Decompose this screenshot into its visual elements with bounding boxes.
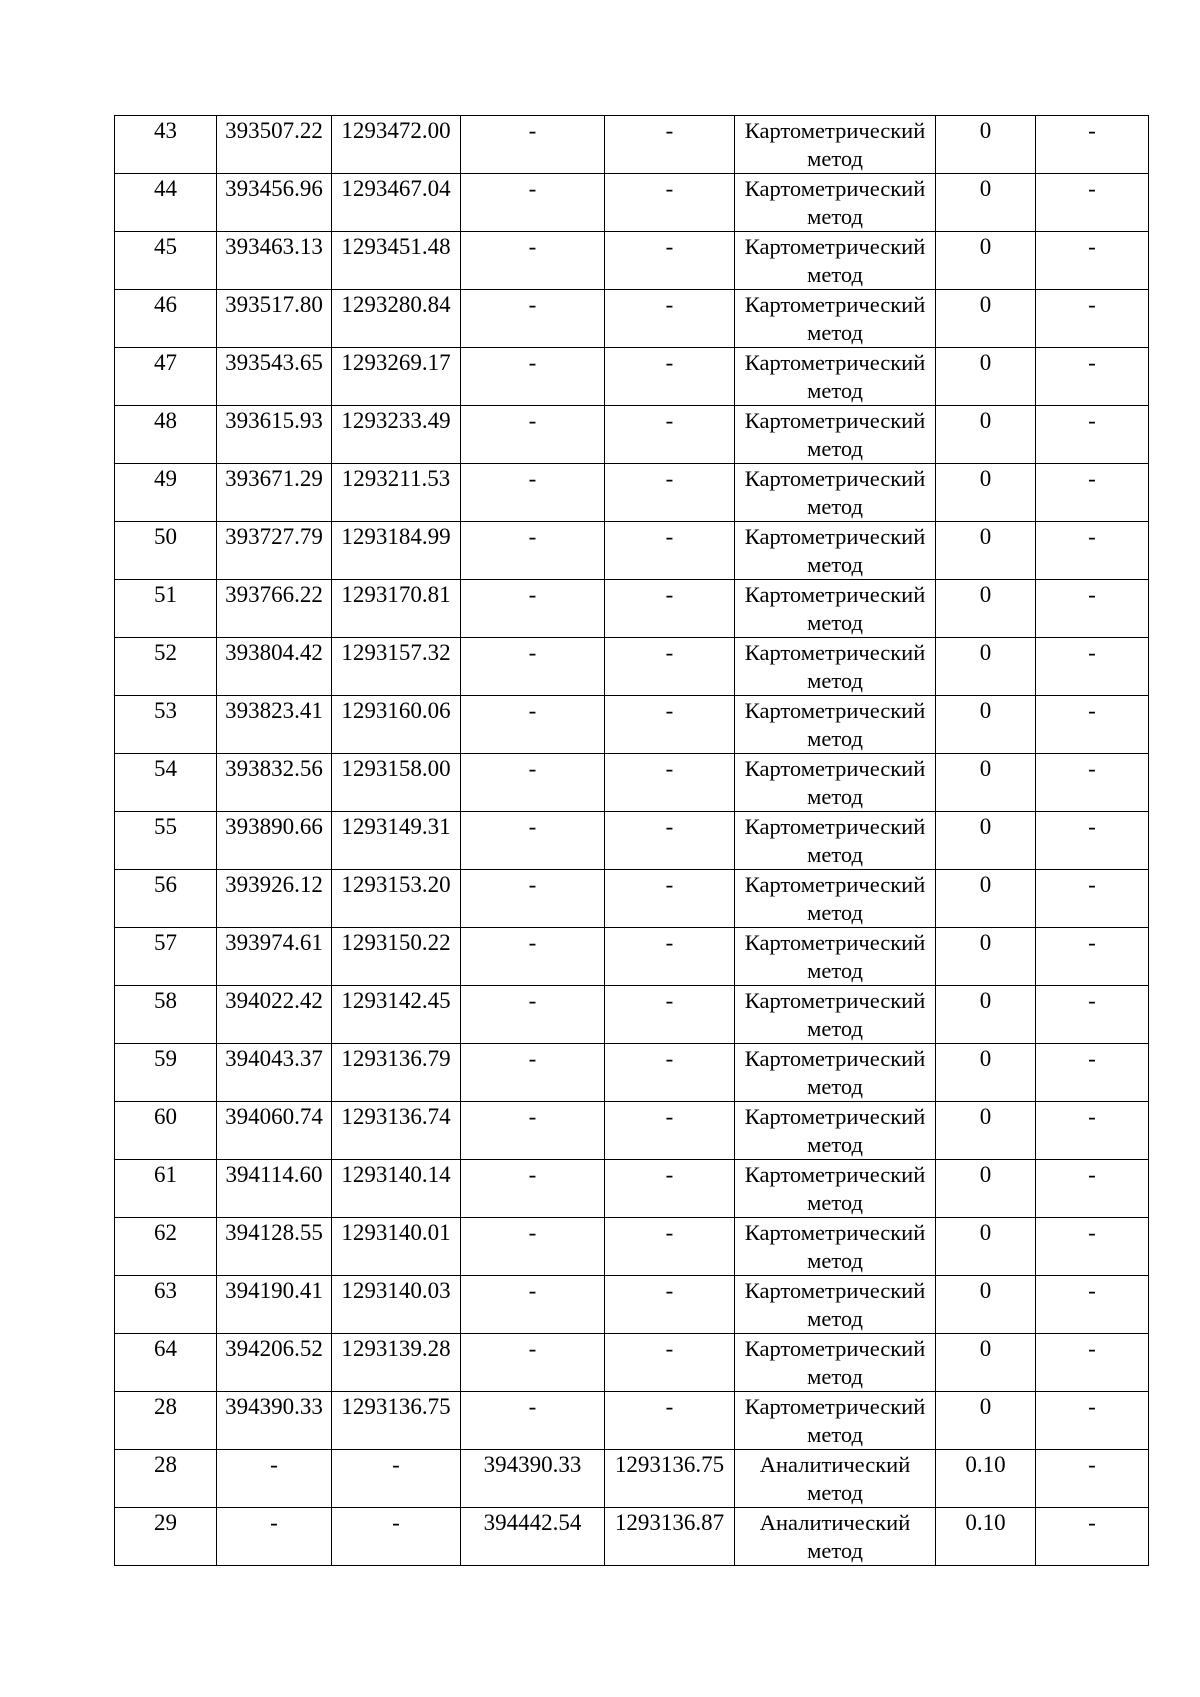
x-new-cell: - <box>461 1102 605 1160</box>
point-number-cell: 60 <box>115 1102 217 1160</box>
point-number-cell: 55 <box>115 812 217 870</box>
method-cell: Картометрический метод <box>735 1392 936 1450</box>
description-cell: - <box>1036 1044 1149 1102</box>
x-new-cell: - <box>461 464 605 522</box>
y-new-cell: - <box>605 1102 735 1160</box>
accuracy-cell: 0 <box>936 1160 1036 1218</box>
x-new-cell: - <box>461 580 605 638</box>
point-number-cell: 44 <box>115 174 217 232</box>
table-row <box>115 696 1149 754</box>
y-old-cell: 1293170.81 <box>332 580 461 638</box>
x-new-cell: - <box>461 812 605 870</box>
accuracy-cell: 0 <box>936 116 1036 174</box>
x-new-cell: - <box>461 1334 605 1392</box>
y-new-cell: - <box>605 116 735 174</box>
y-old-cell: 1293153.20 <box>332 870 461 928</box>
table-row <box>115 754 1149 812</box>
description-cell: - <box>1036 696 1149 754</box>
y-old-cell: - <box>332 1450 461 1508</box>
description-cell: - <box>1036 1450 1149 1508</box>
accuracy-cell: 0 <box>936 580 1036 638</box>
point-number-cell: 46 <box>115 290 217 348</box>
y-new-cell: - <box>605 870 735 928</box>
point-number-cell: 57 <box>115 928 217 986</box>
x-new-cell: 394390.33 <box>461 1450 605 1508</box>
method-cell: Аналитический метод <box>735 1508 936 1566</box>
y-old-cell: 1293150.22 <box>332 928 461 986</box>
table-row <box>115 870 1149 928</box>
y-old-cell: 1293280.84 <box>332 290 461 348</box>
point-number-cell: 48 <box>115 406 217 464</box>
x-old-cell: 394390.33 <box>217 1392 332 1450</box>
method-cell: Картометрический метод <box>735 1218 936 1276</box>
y-new-cell: - <box>605 406 735 464</box>
x-old-cell: 393671.29 <box>217 464 332 522</box>
method-cell: Картометрический метод <box>735 812 936 870</box>
y-old-cell: 1293211.53 <box>332 464 461 522</box>
x-old-cell: 393890.66 <box>217 812 332 870</box>
table-row <box>115 812 1149 870</box>
x-new-cell: - <box>461 870 605 928</box>
x-old-cell: - <box>217 1508 332 1566</box>
y-new-cell: - <box>605 290 735 348</box>
method-cell: Картометрический метод <box>735 116 936 174</box>
method-cell: Картометрический метод <box>735 1160 936 1218</box>
method-cell: Картометрический метод <box>735 348 936 406</box>
x-old-cell: 393832.56 <box>217 754 332 812</box>
y-new-cell: - <box>605 232 735 290</box>
x-old-cell: 393517.80 <box>217 290 332 348</box>
method-cell: Картометрический метод <box>735 522 936 580</box>
x-new-cell: - <box>461 174 605 232</box>
coordinates-table <box>114 115 1149 1566</box>
accuracy-cell: 0 <box>936 1276 1036 1334</box>
accuracy-cell: 0 <box>936 174 1036 232</box>
accuracy-cell: 0 <box>936 232 1036 290</box>
y-new-cell: 1293136.75 <box>605 1450 735 1508</box>
point-number-cell: 47 <box>115 348 217 406</box>
accuracy-cell: 0 <box>936 928 1036 986</box>
description-cell: - <box>1036 232 1149 290</box>
point-number-cell: 61 <box>115 1160 217 1218</box>
table-row <box>115 1218 1149 1276</box>
x-new-cell: - <box>461 928 605 986</box>
y-old-cell: 1293160.06 <box>332 696 461 754</box>
description-cell: - <box>1036 348 1149 406</box>
description-cell: - <box>1036 986 1149 1044</box>
y-old-cell: 1293136.79 <box>332 1044 461 1102</box>
y-new-cell: - <box>605 522 735 580</box>
x-old-cell: 394206.52 <box>217 1334 332 1392</box>
point-number-cell: 28 <box>115 1392 217 1450</box>
x-old-cell: 393507.22 <box>217 116 332 174</box>
table-row <box>115 638 1149 696</box>
method-cell: Картометрический метод <box>735 1102 936 1160</box>
table-row <box>115 174 1149 232</box>
y-old-cell: 1293472.00 <box>332 116 461 174</box>
table-row <box>115 290 1149 348</box>
method-cell: Картометрический метод <box>735 580 936 638</box>
accuracy-cell: 0 <box>936 522 1036 580</box>
y-old-cell: 1293233.49 <box>332 406 461 464</box>
x-old-cell: 393456.96 <box>217 174 332 232</box>
method-cell: Картометрический метод <box>735 464 936 522</box>
y-old-cell: 1293158.00 <box>332 754 461 812</box>
description-cell: - <box>1036 406 1149 464</box>
x-new-cell: - <box>461 1218 605 1276</box>
table-row <box>115 1334 1149 1392</box>
point-number-cell: 52 <box>115 638 217 696</box>
y-new-cell: - <box>605 928 735 986</box>
point-number-cell: 28 <box>115 1450 217 1508</box>
table-row <box>115 522 1149 580</box>
method-cell: Картометрический метод <box>735 638 936 696</box>
y-old-cell: 1293139.28 <box>332 1334 461 1392</box>
method-cell: Картометрический метод <box>735 1044 936 1102</box>
y-old-cell: 1293269.17 <box>332 348 461 406</box>
x-new-cell: - <box>461 638 605 696</box>
y-old-cell: 1293451.48 <box>332 232 461 290</box>
table-body <box>115 116 1149 1566</box>
y-new-cell: - <box>605 696 735 754</box>
x-old-cell: 393804.42 <box>217 638 332 696</box>
accuracy-cell: 0 <box>936 1334 1036 1392</box>
accuracy-cell: 0 <box>936 986 1036 1044</box>
x-old-cell: 394022.42 <box>217 986 332 1044</box>
x-old-cell: 394060.74 <box>217 1102 332 1160</box>
x-old-cell: 394114.60 <box>217 1160 332 1218</box>
point-number-cell: 43 <box>115 116 217 174</box>
y-new-cell: - <box>605 1160 735 1218</box>
y-old-cell: 1293136.74 <box>332 1102 461 1160</box>
table-row <box>115 1450 1149 1508</box>
table-row <box>115 1508 1149 1566</box>
x-new-cell: - <box>461 232 605 290</box>
y-new-cell: - <box>605 754 735 812</box>
description-cell: - <box>1036 870 1149 928</box>
point-number-cell: 53 <box>115 696 217 754</box>
table-row <box>115 986 1149 1044</box>
y-old-cell: 1293142.45 <box>332 986 461 1044</box>
method-cell: Аналитический метод <box>735 1450 936 1508</box>
y-new-cell: - <box>605 986 735 1044</box>
x-old-cell: 394043.37 <box>217 1044 332 1102</box>
y-new-cell: - <box>605 580 735 638</box>
table-row <box>115 464 1149 522</box>
point-number-cell: 63 <box>115 1276 217 1334</box>
x-new-cell: 394442.54 <box>461 1508 605 1566</box>
accuracy-cell: 0 <box>936 1392 1036 1450</box>
y-new-cell: - <box>605 1334 735 1392</box>
y-new-cell: 1293136.87 <box>605 1508 735 1566</box>
description-cell: - <box>1036 1392 1149 1450</box>
x-old-cell: 393823.41 <box>217 696 332 754</box>
accuracy-cell: 0 <box>936 1044 1036 1102</box>
accuracy-cell: 0 <box>936 290 1036 348</box>
accuracy-cell: 0 <box>936 1218 1036 1276</box>
x-new-cell: - <box>461 290 605 348</box>
accuracy-cell: 0 <box>936 696 1036 754</box>
point-number-cell: 59 <box>115 1044 217 1102</box>
y-new-cell: - <box>605 1392 735 1450</box>
point-number-cell: 50 <box>115 522 217 580</box>
x-old-cell: 393766.22 <box>217 580 332 638</box>
table-row <box>115 1044 1149 1102</box>
y-old-cell: 1293140.14 <box>332 1160 461 1218</box>
y-old-cell: - <box>332 1508 461 1566</box>
y-new-cell: - <box>605 1044 735 1102</box>
method-cell: Картометрический метод <box>735 1276 936 1334</box>
description-cell: - <box>1036 1102 1149 1160</box>
x-old-cell: 393463.13 <box>217 232 332 290</box>
method-cell: Картометрический метод <box>735 870 936 928</box>
point-number-cell: 64 <box>115 1334 217 1392</box>
point-number-cell: 58 <box>115 986 217 1044</box>
accuracy-cell: 0 <box>936 638 1036 696</box>
y-old-cell: 1293157.32 <box>332 638 461 696</box>
description-cell: - <box>1036 1160 1149 1218</box>
x-new-cell: - <box>461 348 605 406</box>
point-number-cell: 62 <box>115 1218 217 1276</box>
x-new-cell: - <box>461 406 605 464</box>
description-cell: - <box>1036 928 1149 986</box>
description-cell: - <box>1036 1334 1149 1392</box>
accuracy-cell: 0 <box>936 754 1036 812</box>
description-cell: - <box>1036 1508 1149 1566</box>
method-cell: Картометрический метод <box>735 406 936 464</box>
method-cell: Картометрический метод <box>735 696 936 754</box>
y-old-cell: 1293467.04 <box>332 174 461 232</box>
x-new-cell: - <box>461 986 605 1044</box>
x-new-cell: - <box>461 1160 605 1218</box>
accuracy-cell: 0.10 <box>936 1508 1036 1566</box>
y-old-cell: 1293140.01 <box>332 1218 461 1276</box>
x-new-cell: - <box>461 754 605 812</box>
table-row <box>115 1160 1149 1218</box>
method-cell: Картометрический метод <box>735 174 936 232</box>
table-row <box>115 116 1149 174</box>
point-number-cell: 49 <box>115 464 217 522</box>
x-old-cell: 393615.93 <box>217 406 332 464</box>
description-cell: - <box>1036 464 1149 522</box>
description-cell: - <box>1036 522 1149 580</box>
method-cell: Картометрический метод <box>735 928 936 986</box>
description-cell: - <box>1036 1276 1149 1334</box>
x-old-cell: 394128.55 <box>217 1218 332 1276</box>
method-cell: Картометрический метод <box>735 754 936 812</box>
accuracy-cell: 0 <box>936 348 1036 406</box>
y-new-cell: - <box>605 1276 735 1334</box>
accuracy-cell: 0 <box>936 1102 1036 1160</box>
accuracy-cell: 0 <box>936 406 1036 464</box>
x-old-cell: 393727.79 <box>217 522 332 580</box>
y-new-cell: - <box>605 638 735 696</box>
method-cell: Картометрический метод <box>735 232 936 290</box>
description-cell: - <box>1036 116 1149 174</box>
description-cell: - <box>1036 580 1149 638</box>
x-old-cell: - <box>217 1450 332 1508</box>
y-old-cell: 1293149.31 <box>332 812 461 870</box>
x-old-cell: 393926.12 <box>217 870 332 928</box>
y-old-cell: 1293184.99 <box>332 522 461 580</box>
table-row <box>115 1392 1149 1450</box>
y-old-cell: 1293140.03 <box>332 1276 461 1334</box>
description-cell: - <box>1036 754 1149 812</box>
table-row <box>115 1276 1149 1334</box>
x-old-cell: 393974.61 <box>217 928 332 986</box>
y-new-cell: - <box>605 1218 735 1276</box>
accuracy-cell: 0 <box>936 812 1036 870</box>
x-new-cell: - <box>461 1392 605 1450</box>
table-row <box>115 1102 1149 1160</box>
x-new-cell: - <box>461 696 605 754</box>
method-cell: Картометрический метод <box>735 1334 936 1392</box>
x-old-cell: 393543.65 <box>217 348 332 406</box>
y-new-cell: - <box>605 464 735 522</box>
table-row <box>115 406 1149 464</box>
x-new-cell: - <box>461 1276 605 1334</box>
description-cell: - <box>1036 638 1149 696</box>
y-new-cell: - <box>605 812 735 870</box>
y-old-cell: 1293136.75 <box>332 1392 461 1450</box>
table-row <box>115 348 1149 406</box>
description-cell: - <box>1036 812 1149 870</box>
point-number-cell: 45 <box>115 232 217 290</box>
x-new-cell: - <box>461 522 605 580</box>
y-new-cell: - <box>605 348 735 406</box>
description-cell: - <box>1036 290 1149 348</box>
x-old-cell: 394190.41 <box>217 1276 332 1334</box>
description-cell: - <box>1036 1218 1149 1276</box>
table-row <box>115 232 1149 290</box>
x-new-cell: - <box>461 116 605 174</box>
y-new-cell: - <box>605 174 735 232</box>
accuracy-cell: 0.10 <box>936 1450 1036 1508</box>
x-new-cell: - <box>461 1044 605 1102</box>
table-row <box>115 580 1149 638</box>
description-cell: - <box>1036 174 1149 232</box>
point-number-cell: 54 <box>115 754 217 812</box>
accuracy-cell: 0 <box>936 870 1036 928</box>
point-number-cell: 51 <box>115 580 217 638</box>
method-cell: Картометрический метод <box>735 986 936 1044</box>
method-cell: Картометрический метод <box>735 290 936 348</box>
point-number-cell: 29 <box>115 1508 217 1566</box>
point-number-cell: 56 <box>115 870 217 928</box>
accuracy-cell: 0 <box>936 464 1036 522</box>
table-row <box>115 928 1149 986</box>
